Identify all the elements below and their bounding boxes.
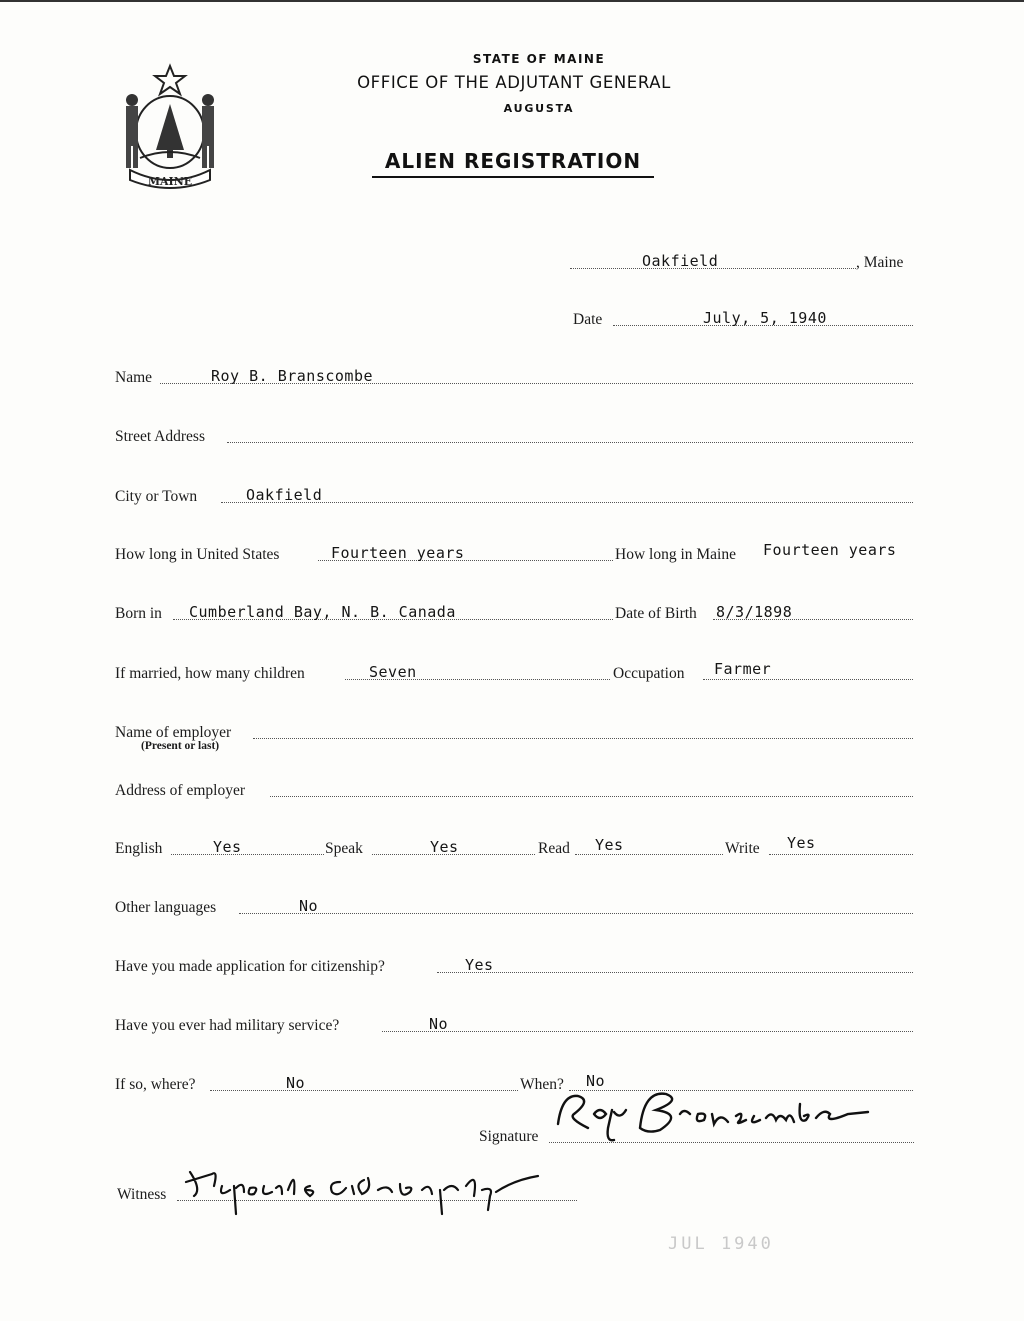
- name-value[interactable]: Roy B. Branscombe: [211, 367, 374, 385]
- employer-sublabel: (Present or last): [141, 740, 220, 752]
- where-value[interactable]: No: [286, 1074, 306, 1092]
- children-label: If married, how many children: [115, 665, 305, 682]
- other-languages-row: [115, 893, 913, 917]
- citizenship-value[interactable]: Yes: [465, 956, 494, 974]
- signature-handwriting: [548, 1084, 878, 1149]
- seal-text: MAINE: [147, 175, 193, 188]
- street-line: [227, 442, 913, 443]
- speak-value[interactable]: Yes: [430, 838, 459, 856]
- other-languages-value[interactable]: No: [299, 897, 319, 915]
- witness-label: Witness: [117, 1186, 167, 1203]
- signature-label: Signature: [479, 1128, 539, 1145]
- military-line: [382, 1031, 913, 1032]
- name-label: Name: [115, 369, 153, 386]
- read-line: [575, 854, 723, 855]
- name-row: [115, 363, 913, 387]
- birth-row: [115, 599, 913, 623]
- long-us-label: How long in United States: [115, 546, 280, 563]
- born-in-value[interactable]: Cumberland Bay, N. B. Canada: [189, 603, 456, 621]
- state-heading: STATE OF MAINE: [472, 52, 606, 66]
- city-line: [221, 502, 913, 503]
- occupation-value[interactable]: Farmer: [714, 660, 772, 678]
- office-heading: OFFICE OF THE ADJUTANT GENERAL: [357, 73, 671, 92]
- occupation-line: [703, 679, 913, 680]
- city-heading: AUGUSTA: [503, 102, 575, 115]
- english-value[interactable]: Yes: [213, 838, 242, 856]
- where-label: If so, where?: [115, 1076, 196, 1093]
- english-label: English: [115, 840, 163, 857]
- town-value[interactable]: Oakfield: [642, 252, 719, 270]
- residence-row: [115, 540, 930, 564]
- where-line: [210, 1090, 518, 1091]
- dob-value[interactable]: 8/3/1898: [716, 603, 793, 621]
- military-value[interactable]: No: [429, 1015, 449, 1033]
- when-label: When?: [520, 1076, 564, 1093]
- citizenship-line: [437, 972, 913, 973]
- write-label: Write: [725, 840, 760, 857]
- speak-label: Speak: [325, 840, 363, 857]
- maine-seal-icon: [110, 62, 230, 192]
- occupation-label: Occupation: [613, 665, 685, 682]
- employer-address-label: Address of employer: [115, 782, 245, 799]
- other-languages-label: Other languages: [115, 899, 217, 916]
- employer-line: [253, 738, 913, 739]
- city-label: City or Town: [115, 488, 198, 505]
- dob-label: Date of Birth: [615, 605, 697, 622]
- maine-suffix: , Maine: [856, 254, 904, 271]
- received-stamp: JUL 1940: [668, 1234, 774, 1254]
- children-value[interactable]: Seven: [369, 663, 417, 681]
- town-row: [570, 248, 915, 272]
- street-label: Street Address: [115, 428, 205, 445]
- employer-row: [115, 718, 913, 742]
- city-value[interactable]: Oakfield: [246, 486, 323, 504]
- born-in-label: Born in: [115, 605, 162, 622]
- family-row: [115, 659, 913, 683]
- when-value[interactable]: No: [586, 1072, 606, 1090]
- date-label: Date: [573, 311, 603, 328]
- long-maine-label: How long in Maine: [615, 546, 736, 563]
- citizenship-label: Have you made application for citizenship?: [115, 958, 385, 975]
- witness-handwriting: [178, 1160, 568, 1225]
- english-row: [115, 834, 913, 858]
- employer-address-row: [115, 776, 913, 800]
- date-value[interactable]: July, 5, 1940: [703, 309, 827, 327]
- long-us-value[interactable]: Fourteen years: [331, 544, 465, 562]
- other-languages-line: [239, 913, 913, 914]
- date-row: [573, 305, 913, 329]
- military-row: [115, 1011, 913, 1035]
- city-row: [115, 482, 913, 506]
- street-row: [115, 422, 913, 446]
- write-line: [769, 854, 913, 855]
- employer-label: Name of employer: [115, 724, 232, 741]
- military-label: Have you ever had military service?: [115, 1017, 340, 1034]
- read-label: Read: [538, 840, 570, 857]
- write-value[interactable]: Yes: [787, 834, 816, 852]
- employer-address-line: [270, 796, 913, 797]
- read-value[interactable]: Yes: [595, 836, 624, 854]
- english-line: [171, 854, 324, 855]
- form-title: ALIEN REGISTRATION: [372, 149, 654, 178]
- long-maine-value[interactable]: Fourteen years: [763, 541, 897, 559]
- citizenship-row: [115, 952, 913, 976]
